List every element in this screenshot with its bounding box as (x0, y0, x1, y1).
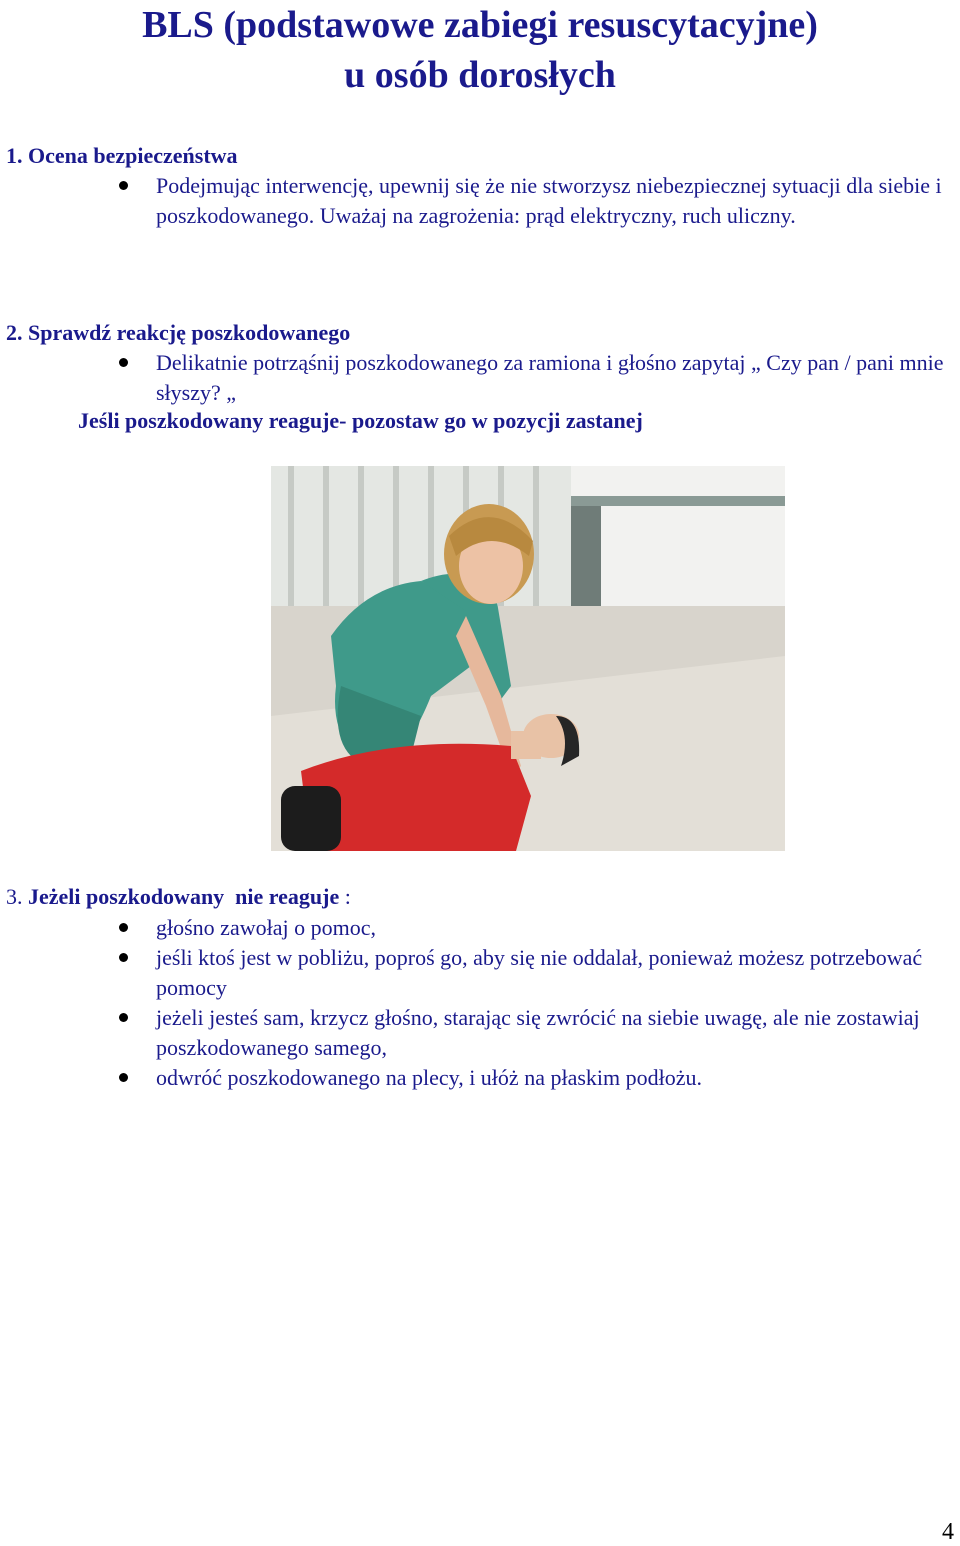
bullet-icon (119, 181, 128, 190)
section-1-title: Ocena bezpieczeństwa (28, 143, 238, 168)
section-2-note: Jeśli poszkodowany reaguje- pozostaw go w pozycji zastanej (78, 408, 643, 433)
bullet-icon (119, 1073, 128, 1082)
section-1-number: 1. (6, 143, 23, 168)
list-item (0, 1003, 960, 1063)
document-title (0, 0, 960, 100)
bullet-text: odwróć poszkodowanego na plecy, i ułóż na płaskim podłożu. (156, 1065, 702, 1090)
section-2-title: Sprawdź reakcję poszkodowanego (28, 320, 351, 345)
bullet-icon (119, 953, 128, 962)
bullet-text: jeżeli jesteś sam, krzycz głośno, starając się zwrócić na siebie uwagę, ale nie zostawiaj poszkodowanego samego, (156, 1005, 920, 1060)
section-2-list (0, 348, 960, 408)
bullet-text: Podejmując interwencję, upewnij się że nie stworzysz niebezpiecznej sytuacji dla siebie i poszkodowanego. Uważaj na zagrożenia: prąd elektryczny, ruch uliczny. (156, 173, 942, 228)
title-line-2: u osób dorosłych (344, 54, 616, 96)
cpr-training-photo (271, 466, 785, 851)
bullet-text: głośno zawołaj o pomoc, (156, 915, 376, 940)
bullet-text: Delikatnie potrząśnij poszkodowanego za ramiona i głośno zapytaj „ Czy pan / pani mnie słyszy? „ (156, 350, 944, 405)
list-item (0, 171, 960, 231)
list-item (0, 913, 960, 943)
list-item (0, 348, 960, 408)
section-3-title: Jeżeli poszkodowany nie reaguje (28, 884, 340, 909)
bullet-text: jeśli ktoś jest w pobliżu, poproś go, aby się nie oddalał, ponieważ możesz potrzebować pomocy (156, 945, 923, 1000)
page-number: 4 (942, 1519, 954, 1545)
section-3-heading (6, 882, 351, 912)
section-2-heading (6, 318, 350, 348)
list-item (0, 943, 960, 1003)
bullet-icon (119, 1013, 128, 1022)
bullet-icon (119, 358, 128, 367)
section-3-number: 3. (6, 884, 23, 909)
section-1-list (0, 171, 960, 231)
title-line-1: BLS (podstawowe zabiegi resuscytacyjne) (142, 4, 818, 46)
section-3-list (0, 913, 960, 1093)
section-2-number: 2. (6, 320, 23, 345)
section-3-title-tail: : (339, 884, 351, 909)
list-item (0, 1063, 960, 1093)
section-1-heading (6, 141, 238, 171)
bullet-icon (119, 923, 128, 932)
